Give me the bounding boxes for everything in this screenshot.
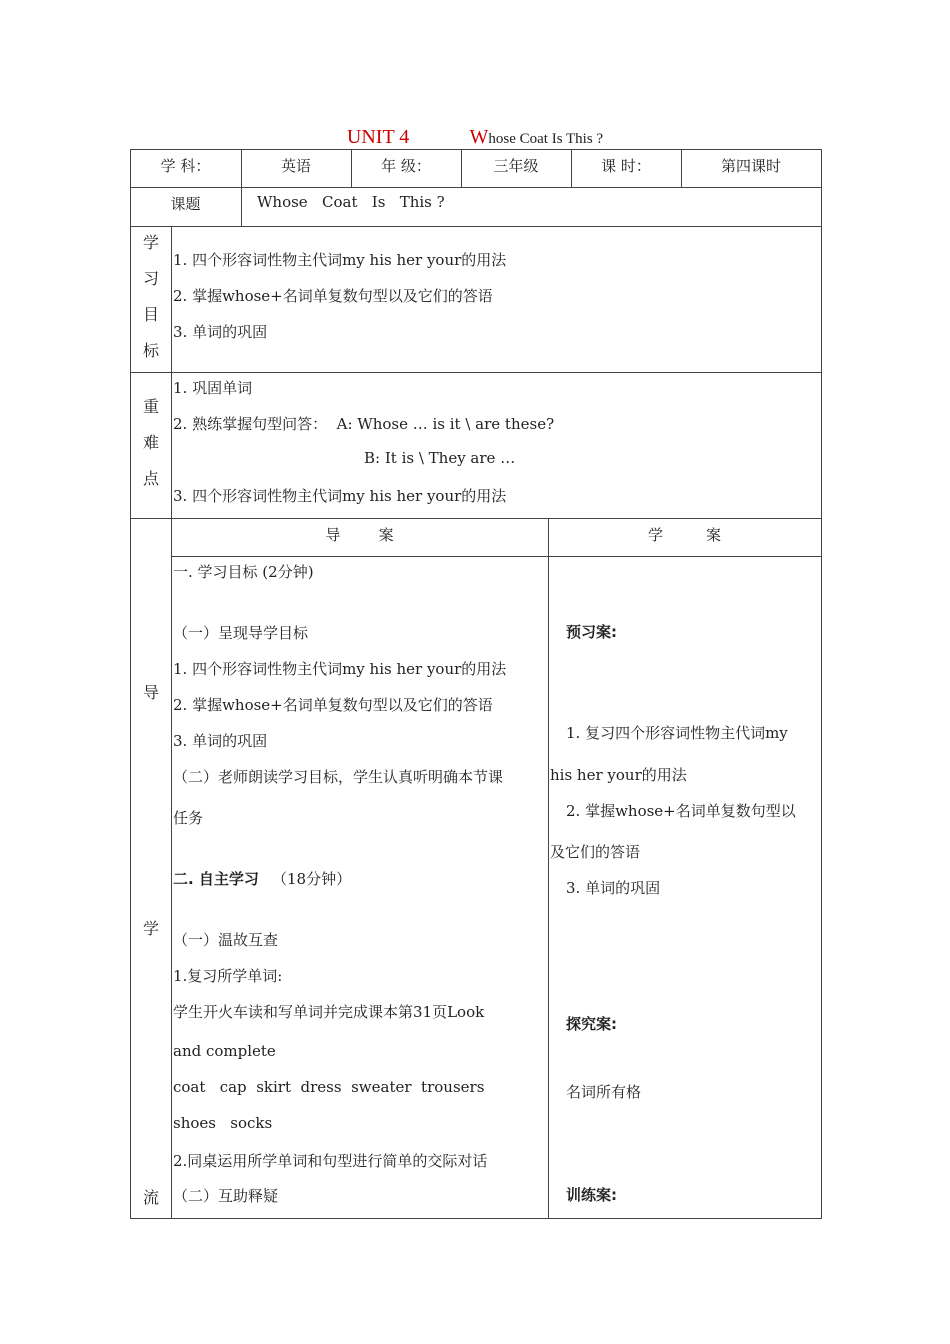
practice-title: 训练案: [566,1186,617,1204]
goal-item: 2. 掌握whose+名词单复数句型以及它们的答语 [173,287,493,305]
guide-line: shoes socks [173,1114,273,1132]
guide-line: 3. 单词的巩固 [173,732,268,750]
guide-section-duration: （18分钟） [272,870,352,888]
subject-label: 学 科： [160,157,211,175]
guide-line: （一）呈现导学目标 [173,624,309,642]
preview-title: 预习案: [566,623,617,641]
period-label: 课 时： [601,157,651,175]
guide-line: （一）温故互查 [173,931,279,949]
goals-side-label-3: 目 [142,305,159,324]
guide-line: and complete [173,1042,276,1060]
preview-line: 2. 掌握whose+名词单复数句型以 [566,802,796,820]
preview-line: 3. 单词的巩固 [566,879,661,897]
guide-section-title: 二. 自主学习 [173,870,259,888]
topic-value: Whose Coat Is This ? [257,193,445,211]
goal-item: 3. 单词的巩固 [173,323,268,341]
preview-line: 及它们的答语 [550,843,641,861]
grade-label: 年 级： [381,157,431,175]
guide-line: （二）老师朗读学习目标，学生认真听明确本节课 [173,768,504,786]
preview-line: 1. 复习四个形容词性物主代词my [566,724,788,742]
goals-side-label-4: 标 [142,341,159,360]
explore-line: 名词所有格 [566,1083,642,1101]
goals-side-label-1: 学 [142,233,159,252]
grade-value: 三年级 [493,157,539,175]
guide-line: （二）互助释疑 [173,1187,279,1205]
title-unit: UNIT 4 [346,126,410,148]
title-initial: W [469,126,489,148]
guide-line: 任务 [173,809,204,827]
flow-side-label-1: 导 [142,683,159,702]
guide-line: coat cap skirt dress sweater trousers [173,1078,485,1096]
goal-item: 1. 四个形容词性物主代词my his her your的用法 [173,251,507,269]
period-value: 第四课时 [720,157,781,175]
guide-line: 2. 掌握whose+名词单复数句型以及它们的答语 [173,696,493,714]
keypoints-side-label-1: 重 [142,397,159,416]
guide-line: 1. 四个形容词性物主代词my his her your的用法 [173,660,507,678]
topic-label: 课题 [170,195,201,213]
study-column-header: 学 案 [648,526,721,544]
keypoint-item: 2. 熟练掌握句型问答： A: Whose … is it \ are these? [173,415,555,433]
explore-title: 探究案: [566,1015,617,1033]
preview-line: his her your的用法 [550,766,687,784]
goals-side-label-2: 习 [142,269,159,288]
keypoints-side-label-2: 难 [142,433,159,452]
document-title [0,126,950,149]
keypoints-side-label-3: 点 [142,469,159,488]
guide-line: 学生开火车读和写单词并完成课本第31页Look [173,1003,485,1021]
keypoint-item: 3. 四个形容词性物主代词my his her your的用法 [173,487,507,505]
flow-side-label-2: 学 [142,919,159,938]
guide-line: 一. 学习目标 (2分钟) [173,563,314,581]
subject-value: 英语 [280,157,311,175]
guide-column-header: 导 案 [325,526,394,544]
guide-line: 2.同桌运用所学单词和句型进行简单的交际对话 [173,1152,488,1170]
keypoint-item: 1. 巩固单词 [173,379,253,397]
flow-side-label-3: 流 [142,1188,159,1207]
keypoint-item: B: It is \ They are … [364,449,516,467]
title-rest: hose Coat Is This ? [488,131,604,147]
guide-line: 1.复习所学单词: [173,967,283,985]
